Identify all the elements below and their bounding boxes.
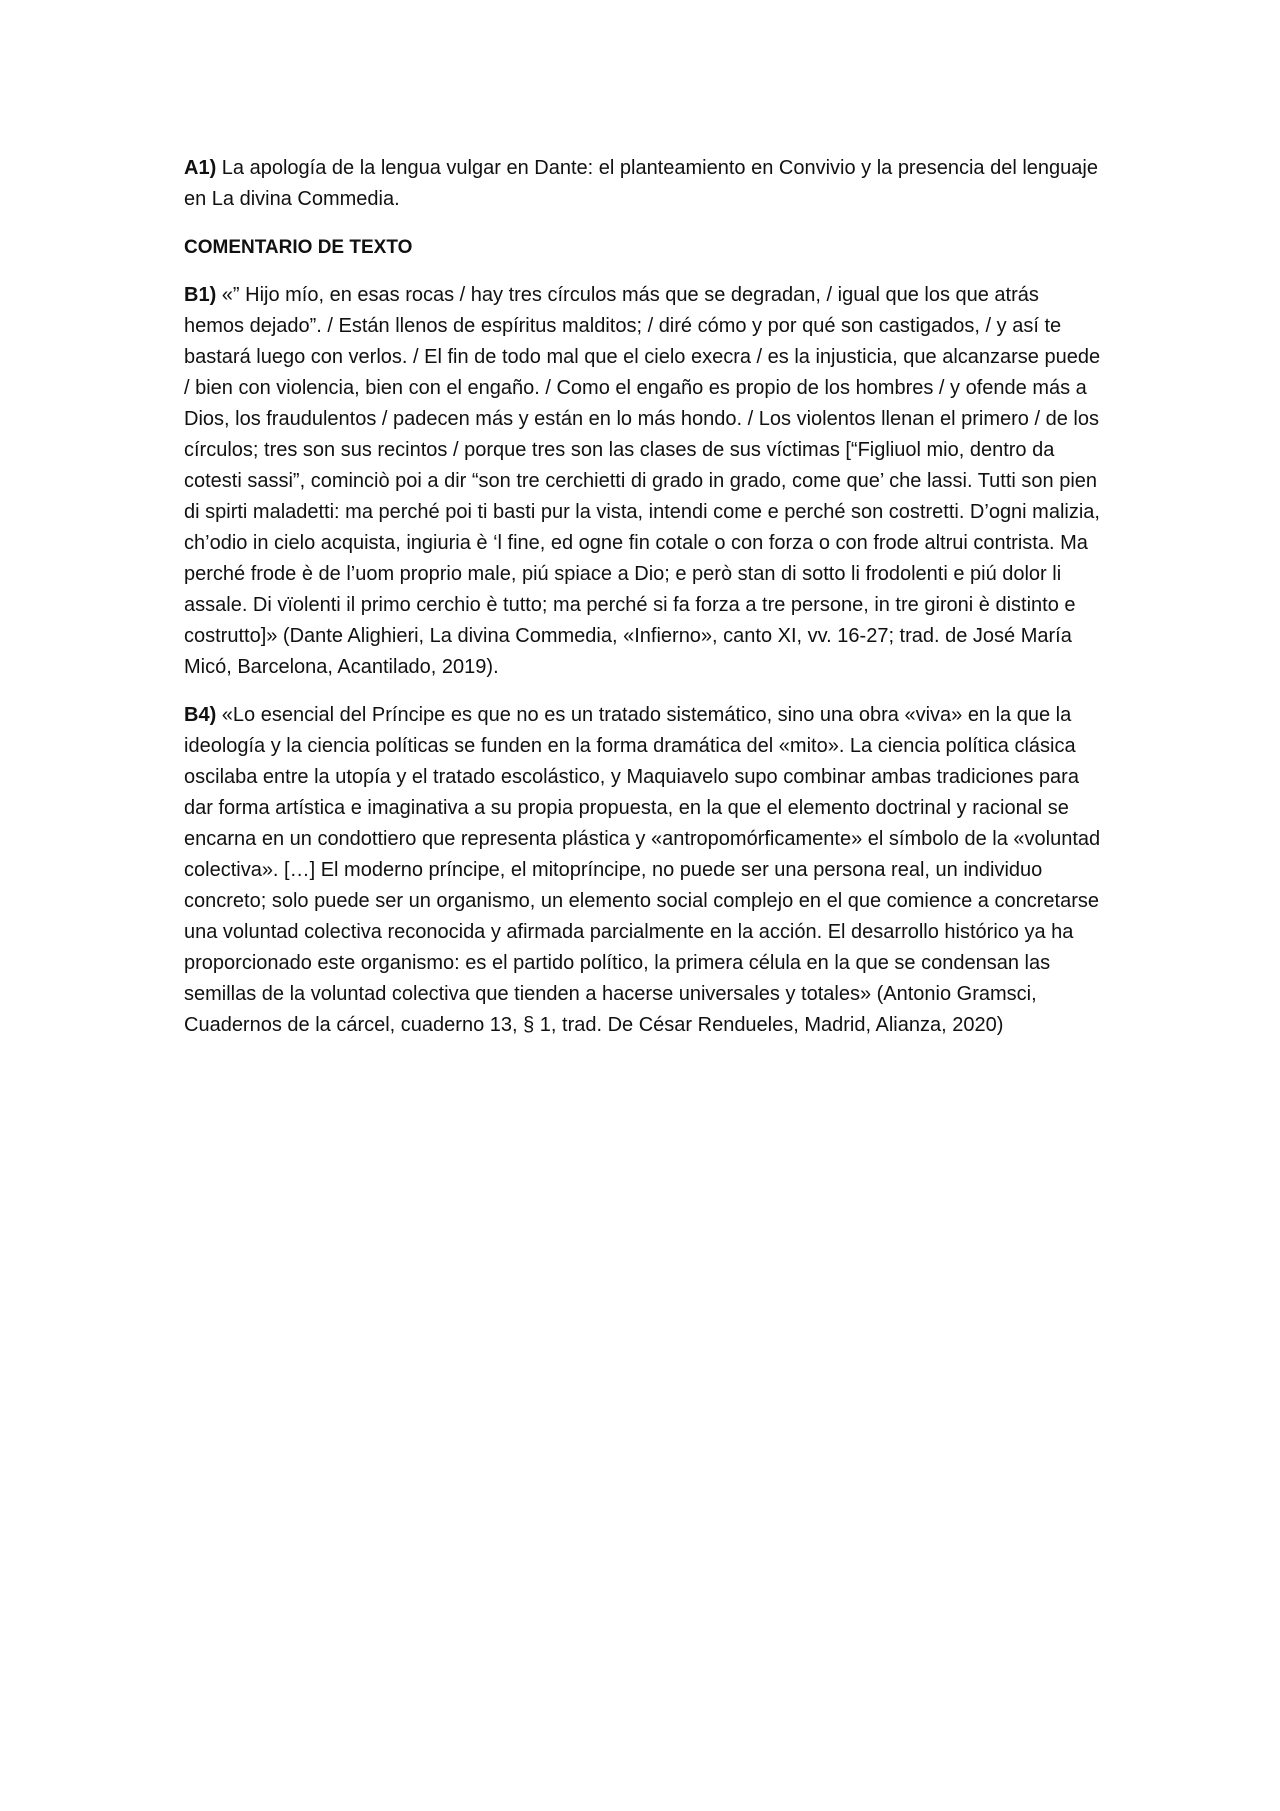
document-body [184,153,1104,1058]
comment-label-b1: B1) [184,284,217,306]
section-label-a1: A1) [184,157,217,179]
comment-b1 [184,280,1104,683]
comment-b4 [184,700,1104,1041]
section-heading: COMENTARIO DE TEXTO [184,237,413,258]
section-a1 [184,153,1104,215]
comment-label-b4: B4) [184,704,217,726]
comment-text-b4: «Lo esencial del Príncipe es que no es un tratado sistemático, sino una obra «viva» en la que la ideología y la ciencia políticas se funden en la forma dramática del «mito». La ciencia política clásica oscilaba entre la utopía y el tratado escolástico, y Maquiavelo supo combinar ambas tradiciones para dar forma artística e imaginativa a su propia propuesta, en la que el elemento doctrinal y racional se encarna en un condottiero que representa plástica y «antropomórficamente» el símbolo de la «voluntad colectiva». […] El moderno príncipe, el mitopríncipe, no puede ser una persona real, un individuo concreto; solo puede ser un organismo, un elemento social complejo en el que comience a concretarse una voluntad colectiva reconocida y afirmada parcialmente en la acción. El desarrollo histórico ya ha proporcionado este organismo: es el partido político, la primera célula en la que se condensan las semillas de la voluntad colectiva que tienden a hacerse universales y totales» (Antonio Gramsci, Cuadernos de la cárcel, cuaderno 13, § 1, trad. De César Rendueles, Madrid, Alianza, 2020) [184,704,1101,1036]
comment-text-b1: «” Hijo mío, en esas rocas / hay tres círculos más que se degradan, / igual que los que atrás hemos dejado”. / Están llenos de espíritus malditos; / diré cómo y por qué son castigados, / y así te bastará luego con verlos. / El fin de todo mal que el cielo execra / es la injusticia, que alcanzarse puede / bien con violencia, bien con el engaño. / Como el engaño es propio de los hombres / y ofende más a Dios, los fraudulentos / padecen más y están en lo más hondo. / Los violentos llenan el primero / de los círculos; tres son sus recintos / porque tres son las clases de sus víctimas [“Figliuol mio, dentro da cotesti sassi”, cominciò poi a dir “son tre cerchietti di grado in grado, come que’ che lassi. Tutti son pien di spirti maladetti: ma perché poi ti basti pur la vista, intendi come e perché son costretti. D’ogni malizia, ch’odio in cielo acquista, ingiuria è ‘l fine, ed ogne fin cotale o con forza o con frode altrui contrista. Ma perché frode è de l’uom proprio male, piú spiace a Dio; e però stan di sotto li frodolenti e piú dolor li assale. Di vïolenti il primo cerchio è tutto; ma perché si fa forza a tre persone, in tre gironi è distinto e costrutto]» (Dante Alighieri, La divina Commedia, «Infierno», canto XI, vv. 16-27; trad. de José María Micó, Barcelona, Acantilado, 2019). [184,284,1101,678]
section-text-a1: La apología de la lengua vulgar en Dante: el planteamiento en Convivio y la presencia del lenguaje en La divina Commedia. [184,157,1098,210]
